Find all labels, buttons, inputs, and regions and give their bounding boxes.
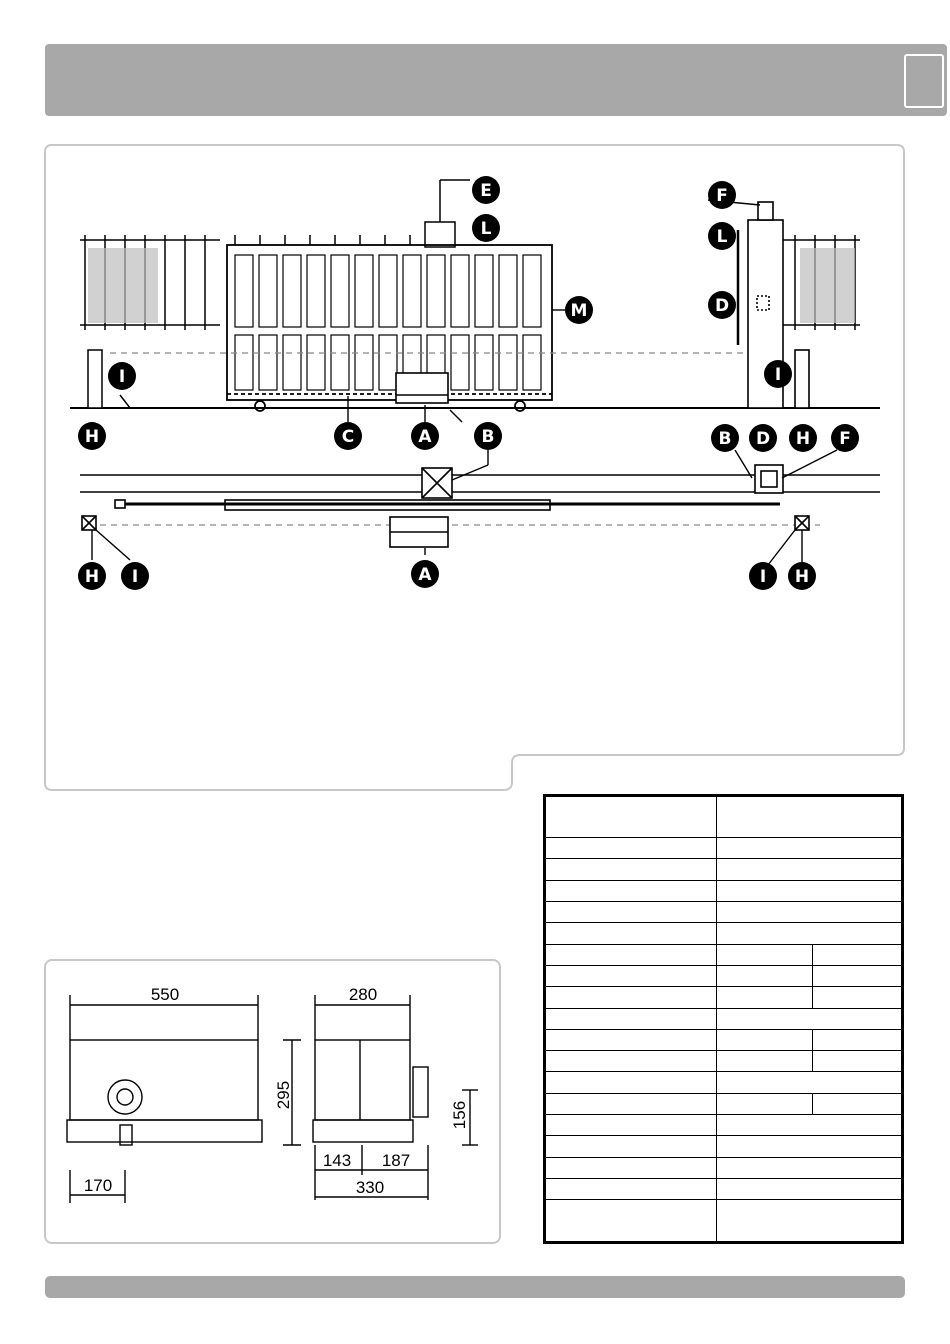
callout-H-bottom-left	[78, 562, 106, 590]
callout-H-left	[78, 422, 106, 450]
callout-E	[472, 176, 500, 204]
callout-A-bottom	[411, 560, 439, 588]
svg-text:H: H	[795, 429, 811, 449]
svg-text:B: B	[481, 427, 495, 447]
plan-view	[80, 465, 880, 547]
callout-D-top	[708, 291, 736, 319]
callout-D-right	[749, 424, 777, 452]
callout-I-left	[108, 362, 136, 390]
gear-motor	[396, 373, 448, 403]
svg-text:I: I	[131, 567, 139, 587]
callout-L	[472, 214, 500, 242]
sliding-gate	[227, 235, 552, 411]
svg-text:A: A	[418, 565, 432, 585]
svg-text:I: I	[774, 365, 782, 385]
svg-text:F: F	[839, 429, 851, 449]
svg-text:D: D	[714, 296, 730, 316]
callout-M	[565, 296, 593, 324]
callout-I-bottom-left	[121, 562, 149, 590]
dim-143: 143	[322, 1151, 352, 1170]
svg-text:I: I	[118, 367, 126, 387]
svg-text:H: H	[794, 567, 810, 587]
dim-156: 156	[450, 1100, 469, 1130]
svg-text:F: F	[716, 186, 728, 206]
svg-text:M: M	[570, 301, 588, 321]
callout-I-bottom-right	[749, 562, 777, 590]
svg-text:L: L	[480, 219, 492, 239]
callout-B-right	[711, 424, 739, 452]
svg-text:H: H	[84, 427, 100, 447]
svg-text:L: L	[716, 227, 728, 247]
dim-550: 550	[150, 985, 180, 1004]
dim-330: 330	[355, 1178, 385, 1197]
specifications-table	[543, 794, 904, 1244]
right-fence	[783, 235, 860, 330]
svg-text:H: H	[84, 567, 100, 587]
callout-F-right	[831, 424, 859, 452]
callout-B-left	[474, 422, 502, 450]
dim-280: 280	[348, 985, 378, 1004]
dim-295: 295	[274, 1080, 293, 1110]
antenna-lamp	[425, 180, 470, 247]
svg-text:C: C	[341, 427, 355, 447]
callout-F-top	[708, 181, 736, 209]
dim-170: 170	[83, 1176, 113, 1195]
svg-text:B: B	[718, 429, 732, 449]
callout-I-right	[764, 360, 792, 388]
svg-text:E: E	[480, 181, 492, 201]
installation-diagram	[60, 160, 890, 610]
svg-text:A: A	[418, 427, 432, 447]
svg-text:D: D	[755, 429, 771, 449]
callout-A-top	[411, 422, 439, 450]
dim-187: 187	[381, 1151, 411, 1170]
callout-H-bottom-right	[788, 562, 816, 590]
svg-text:I: I	[759, 567, 767, 587]
footer-band	[45, 1276, 905, 1298]
left-fence	[80, 235, 220, 330]
callout-C	[334, 422, 362, 450]
callout-L-right	[708, 222, 736, 250]
dimensions-drawing	[55, 975, 485, 1225]
callout-H-right	[789, 424, 817, 452]
